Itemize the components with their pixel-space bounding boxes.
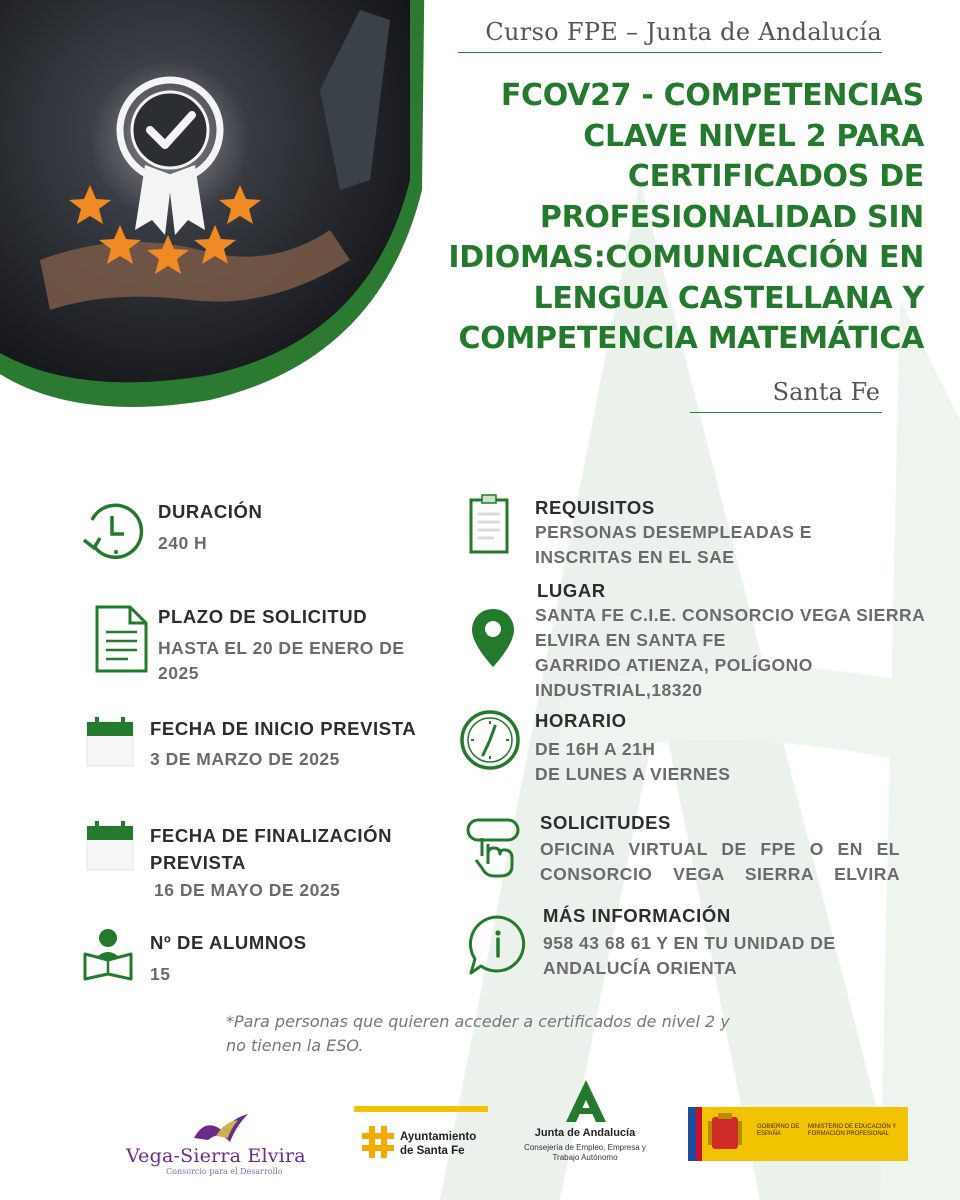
- info-block: [543, 904, 843, 981]
- ayto-logo-name: Ayuntamiento de Santa Fe: [400, 1131, 477, 1157]
- duracion-label: DURACIÓN: [158, 501, 263, 522]
- fin-block: [150, 822, 430, 903]
- duracion-value: 240 H: [158, 533, 208, 553]
- ayto-hash-logo: [360, 1124, 396, 1160]
- requisitos-value: PERSONAS DESEMPLEADAS E INSCRITAS EN EL SAE: [535, 522, 812, 567]
- alumnos-label: Nº DE ALUMNOS: [150, 932, 307, 953]
- alumnos-value: 15: [150, 964, 171, 984]
- spain-flag-emblem: [688, 1107, 754, 1161]
- duracion-block: [158, 500, 438, 556]
- horario-label: HORARIO: [535, 710, 627, 731]
- page-title: FCOV27 - COMPETENCIAS CLAVE NIVEL 2 PARA CERTIFICADOS DE PROFESIONALIDAD SIN IDIOMAS:COMUNICACIÓN EN LENGUA CASTELLANA Y COMPETENCIA MATEMÁTICA: [448, 78, 924, 356]
- document-icon: [94, 604, 150, 674]
- hero-photo: [0, 0, 425, 410]
- inicio-value: 3 DE MARZO DE 2025: [150, 749, 340, 769]
- fin-label: FECHA DE FINALIZACIÓN PREVISTA: [150, 825, 393, 873]
- lugar-value-1: SANTA FE C.I.E. CONSORCIO VEGA SIERRA ELVIRA EN SANTA FE: [535, 605, 925, 650]
- ayto-logo-bar: [354, 1106, 488, 1112]
- ministerio-text: MINISTERIO DE EDUCACIÓN Y FORMACIÓN PROFESIONAL: [808, 1124, 897, 1137]
- plazo-label: PLAZO DE SOLICITUD: [158, 606, 368, 627]
- footnote: *Para personas que quieren acceder a certificados de nivel 2 y no tienen la ESO.: [226, 1012, 730, 1055]
- plazo-block: [158, 605, 426, 686]
- fin-value: 16 DE MAYO DE 2025: [154, 880, 341, 900]
- requisitos-block: [535, 496, 845, 570]
- solicitudes-block: [540, 811, 900, 887]
- info-bubble-icon: [467, 914, 527, 976]
- alumnos-block: [150, 931, 410, 987]
- clipboard-icon: [469, 494, 509, 554]
- junta-logo-subtitle: Consejería de Empleo, Empresa y Trabajo Autónomo: [524, 1143, 646, 1162]
- lugar-value-2: GARRIDO ATIENZA, POLÍGONO INDUSTRIAL,18320: [535, 655, 813, 700]
- divider: [690, 412, 882, 413]
- junta-logo-name: Junta de Andalucía: [534, 1127, 636, 1139]
- calendar-icon: [86, 820, 134, 872]
- lugar-label: LUGAR: [537, 580, 606, 601]
- requisitos-label: REQUISITOS: [535, 497, 655, 518]
- solicitudes-label: SOLICITUDES: [540, 812, 671, 833]
- divider: [458, 52, 882, 53]
- location-pin-icon: [470, 607, 516, 669]
- vega-sierra-elvira-logo: [186, 1108, 256, 1148]
- inicio-label: FECHA DE INICIO PREVISTA: [150, 718, 417, 739]
- clock-face-icon: [459, 709, 521, 771]
- solicitudes-value: OFICINA VIRTUAL DE FPE O EN EL CONSORCIO VEGA SIERRA ELVIRA: [540, 839, 900, 884]
- gobierno-text: GOBIERNO DE ESPAÑA: [757, 1124, 800, 1137]
- info-label: MÁS INFORMACIÓN: [543, 905, 731, 926]
- junta-andalucia-logo: [562, 1078, 610, 1124]
- inicio-block: [150, 717, 450, 772]
- info-value: 958 43 68 61 Y EN TU UNIDAD DE ANDALUCÍA ORIENTA: [543, 933, 836, 978]
- course-type: Curso FPE – Junta de Andalucía: [485, 18, 882, 46]
- plazo-value: HASTA EL 20 DE ENERO DE 2025: [158, 638, 405, 683]
- clock-icon: [80, 498, 146, 564]
- lugar-block: [535, 579, 955, 703]
- horario-value-2: DE LUNES A VIERNES: [535, 764, 731, 784]
- hand-click-icon: [466, 816, 522, 880]
- vse-logo-subtitle: Consorcio para el Desarrollo: [166, 1167, 283, 1176]
- vse-logo-name: Vega-Sierra Elvira: [126, 1145, 306, 1167]
- horario-block: [535, 709, 835, 787]
- student-reading-icon: [82, 926, 134, 982]
- course-location: Santa Fe: [772, 378, 880, 406]
- calendar-icon: [86, 716, 134, 768]
- horario-value-1: DE 16H A 21H: [535, 739, 656, 759]
